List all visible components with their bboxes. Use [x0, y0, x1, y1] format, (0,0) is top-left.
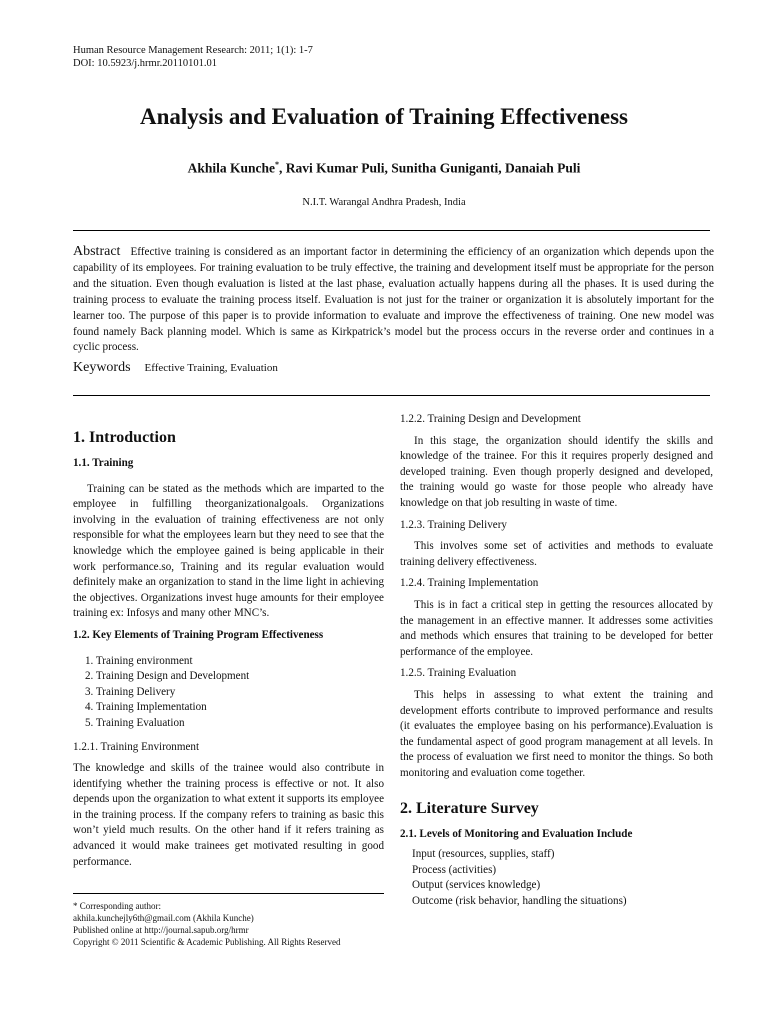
training-delivery-paragraph: This involves some set of activities and methods to evaluate training delivery effectiveness.: [400, 540, 713, 568]
journal-header: [73, 44, 313, 70]
training-environment-paragraph: The knowledge and skills of the trainee would also contribute in identifying whether the training process is effective or not. It also depends upon the organization to what extent it supports its employee in the training process. If the company refers to training as basic this won’t yield much results. On the other hand if it refers training as advanced it would make trainees get motivated resulting in good performance.: [73, 762, 384, 868]
author-first: Akhila Kunche: [187, 160, 276, 176]
list-item: 3. Training Delivery: [85, 685, 176, 698]
list-item: 5. Training Evaluation: [85, 716, 185, 729]
footnote-divider: [73, 893, 384, 894]
subsection-training-heading: 1.1. Training: [73, 457, 134, 469]
list-item: Process (activities): [412, 863, 497, 876]
list-item: 1. Training environment: [85, 654, 193, 667]
levels-heading: 2.1. Levels of Monitoring and Evaluation Include: [400, 828, 633, 841]
footnote: [73, 900, 393, 948]
section-introduction-heading: 1. Introduction: [73, 429, 176, 446]
design-development-heading: 1.2.2. Training Design and Development: [400, 413, 581, 425]
footnote-copyright: Copyright © 2011 Scientific & Academic Publishing. All Rights Reserved: [73, 937, 341, 947]
keywords-label: Keywords: [73, 360, 131, 375]
footnote-email: akhila.kunchejly6th@gmail.com (Akhila Kunche): [73, 913, 254, 923]
section-literature-survey-heading: 2. Literature Survey: [400, 800, 539, 818]
list-item: Input (resources, supplies, staff): [412, 848, 555, 861]
abstract-label: Abstract: [73, 244, 121, 259]
key-elements-heading: 1.2. Key Elements of Training Program Effectiveness: [73, 628, 324, 641]
levels-list: [412, 847, 713, 909]
journal-citation: Human Resource Management Research: 2011; 1(1): 1-7: [73, 45, 313, 56]
left-column: [73, 428, 384, 876]
design-development-paragraph: In this stage, the organization should identify the skills and knowledge of the trainee. For this it requires properly designed and developed training. Even though properly designed and developed, the training would go waste for those people who already have knowledge on that job resulting in waste of time.: [400, 434, 713, 509]
list-item: Outcome (risk behavior, handling the situations): [412, 894, 627, 907]
footnote-corresponding: * Corresponding author:: [73, 901, 161, 911]
key-elements-list: [85, 654, 384, 732]
journal-doi: DOI: 10.5923/j.hrmr.20110101.01: [73, 58, 217, 69]
paper-title: Analysis and Evaluation of Training Effectiveness: [140, 104, 628, 129]
footnote-published: Published online at http://journal.sapub.org/hrmr: [73, 925, 249, 935]
divider-top: [73, 230, 710, 231]
affiliation: N.I.T. Warangal Andhra Pradesh, India: [302, 197, 466, 208]
training-evaluation-heading: 1.2.5. Training Evaluation: [400, 667, 517, 680]
corresponding-mark: *: [275, 160, 280, 169]
author-rest: , Ravi Kumar Puli, Sunitha Guniganti, Danaiah Puli: [279, 160, 581, 176]
training-paragraph: Training can be stated as the methods which are imparted to the employee in fulfilling theorganizationalgoals. Organizations involving in the evaluation of training effectiveness are not only responsible for what the employees learn but they need to see that the knowledge which the employee gained is being applicable in their work performance.so, Training and its regular evaluation would definitely make an organization to stand in the lime light in achieving the objectives. Organizations invest huge amounts for their employee training ex: Infosys and many other MNC’s.: [73, 482, 384, 620]
list-item: 4. Training Implementation: [85, 701, 207, 714]
list-item: Output (services knowledge): [412, 879, 541, 892]
training-environment-heading: 1.2.1. Training Environment: [73, 740, 200, 753]
training-evaluation-paragraph: This helps in assessing to what extent the training and development efforts contribute to improved performance and results (it evaluates the employee basing on his performance).Evaluation is the fundamental aspect of good program management at all levels. In the process of evaluation we first need to monitor the things. So both monitoring and evaluation come together.: [400, 688, 713, 779]
training-delivery-heading: 1.2.3. Training Delivery: [400, 518, 507, 531]
keywords-block: [73, 360, 710, 376]
list-item: 2. Training Design and Development: [85, 670, 250, 683]
training-implementation-heading: 1.2.4. Training Implementation: [400, 577, 539, 590]
keywords-text: Effective Training, Evaluation: [144, 362, 278, 374]
divider-keywords: [73, 395, 710, 396]
training-implementation-paragraph: This is in fact a critical step in getting the resources allocated by the management in an effective manner. It addresses some activities and methods which ensures that training to be developed for better performance of the employee.: [400, 598, 713, 658]
author-list: [0, 160, 768, 177]
right-column: [400, 412, 713, 909]
abstract-text: Effective training is considered as an important factor in determining the efficiency of an organization which depends upon the capability of its employees. For training evaluation to be truly effective, the training and development itself must be appropriate for the person and the situation. Even though evaluation is listed at the last phase, evaluation actually happens during all the phases. It is used during the training process to evaluate the training process itself. Evaluation is not just for the trainer or organization it is absolutely important for the learner too. The purpose of this paper is to provide information to evaluate and improve the effectiveness of training. One new model was found namely Back planning model. Which is same as Kirkpatrick’s model but the process occurs in the reverse order and continues in a cyclic process.: [73, 246, 714, 354]
abstract-block: [73, 244, 714, 356]
